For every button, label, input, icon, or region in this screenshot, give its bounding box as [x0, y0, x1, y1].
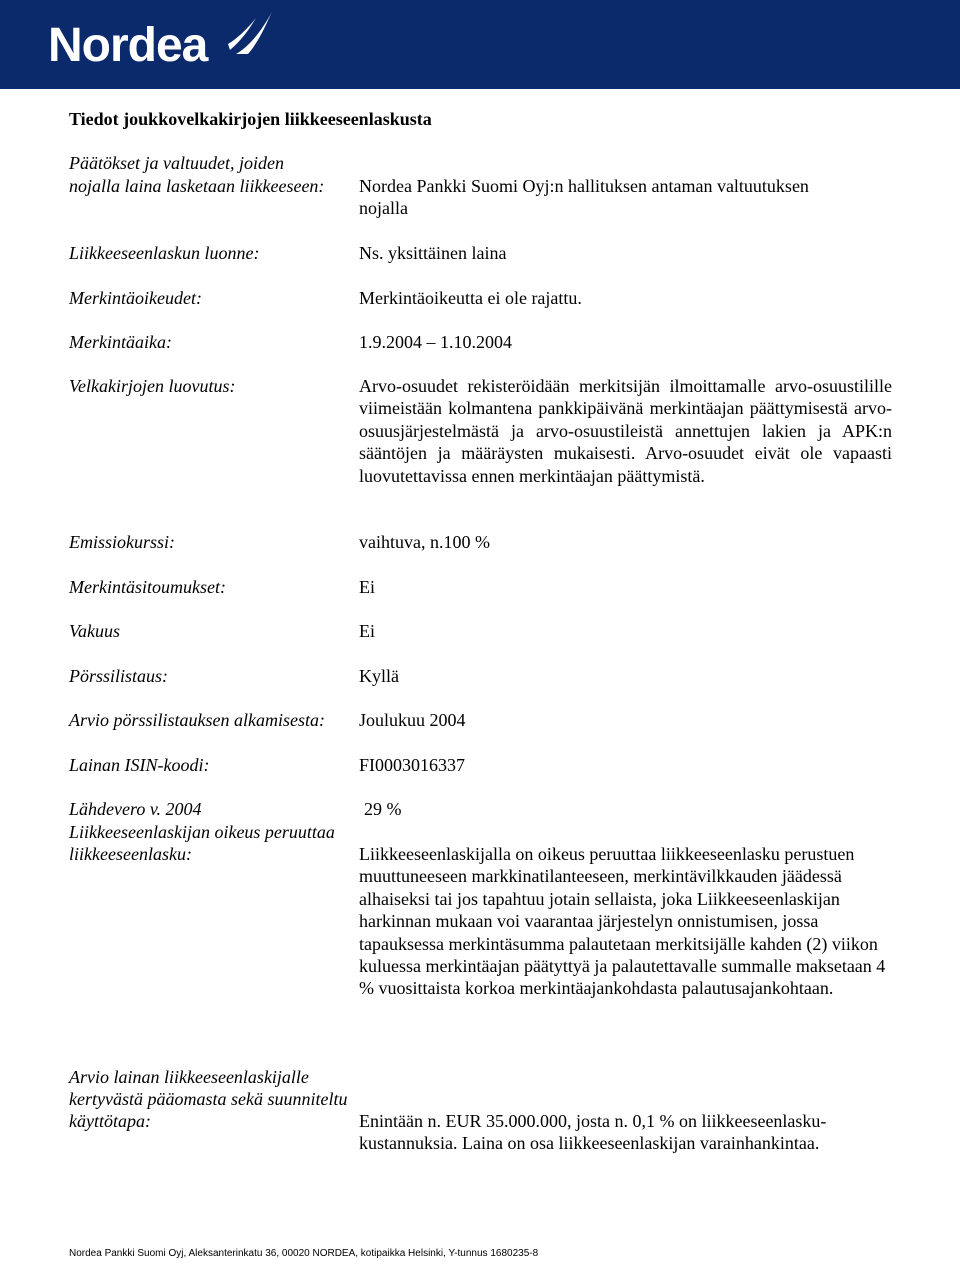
value-arvio-porssi: Joulukuu 2004 [359, 710, 466, 730]
label-emissiokurssi: Emissiokurssi: [69, 532, 176, 552]
label-paatokset-1: Päätökset ja valtuudet, joiden [69, 153, 284, 173]
value-kaytto-2: kustannuksia. Laina on osa liikkeeseenlaskijan varainhankintaa. [359, 1133, 820, 1153]
value-vakuus: Ei [359, 621, 375, 641]
value-emissiokurssi: vaihtuva, n.100 % [359, 532, 490, 552]
label-arvio-porssi: Arvio pörssilistauksen alkamisesta: [69, 710, 325, 730]
value-luonne: Ns. yksittäinen laina [359, 243, 507, 263]
value-sitoumukset: Ei [359, 577, 375, 597]
value-merkintaoikeudet: Merkintäoikeutta ei ole rajattu. [359, 288, 582, 308]
nordea-logo-text: Nordea [48, 19, 208, 72]
value-isin: FI0003016337 [359, 755, 466, 775]
label-lahdevero: Lähdevero v. 2004 [69, 799, 202, 819]
label-peruutus-2: liikkeeseenlasku: [69, 844, 192, 864]
value-porssilistaus: Kyllä [359, 666, 399, 686]
label-kaytto-2: kertyvästä pääomasta sekä suunniteltu [69, 1089, 348, 1109]
label-luovutus: Velkakirjojen luovutus: [69, 376, 236, 396]
value-peruutus: Liikkeeseenlaskijalla on oikeus peruuttaa liikkeeseenlasku perustuen muuttuneeseen markkinatilanteeseen, merkintävilkkauden jäädessä alhaiseksi tai jos tapahtuu jotain sellaista, joka Liikkeeseenlaskijan harkinnan mukaan voi vaarantaa järjestelyn onnistumisen, jossa tapauksessa merkintäsumma palautetaan merkitsijälle kahden (2) viikon kuluessa merkintäajan päätyttyä ja palautettavalle summalle maksetaan 4 % vuosittaista korkoa merkintäajankohdasta palautusajankohtaan. [359, 844, 886, 999]
nordea-sail-icon [226, 10, 274, 60]
label-merkintaaika: Merkintäaika: [69, 332, 172, 352]
label-sitoumukset: Merkintäsitoumukset: [69, 577, 226, 597]
label-kaytto-1: Arvio lainan liikkeeseenlaskijalle [69, 1067, 309, 1087]
label-luonne: Liikkeeseenlaskun luonne: [69, 243, 260, 263]
label-vakuus: Vakuus [69, 621, 120, 641]
value-lahdevero: 29 % [364, 799, 402, 819]
value-merkintaaika: 1.9.2004 – 1.10.2004 [359, 332, 512, 352]
label-merkintaoikeudet: Merkintäoikeudet: [69, 288, 202, 308]
label-peruutus-1: Liikkeeseenlaskijan oikeus peruuttaa [69, 822, 335, 842]
footer-address: Nordea Pankki Suomi Oyj, Aleksanterinkatu 36, 00020 NORDEA, kotipaikka Helsinki, Y-tunnus 1680235-8 [69, 1248, 539, 1259]
value-luovutus: Arvo-osuudet rekisteröidään merkitsijän ilmoittamalle arvo-osuustilille viimeistään kolmantena pankkipäivänä merkintäajan päättymisestä arvo-osuusjärjestelmästä ja arvo-osuustileistä annettujen lakien ja APK:n sääntöjen ja määräysten mukaisesti. Arvo-osuudet eivät ole vapaasti luovutettavissa ennen merkintäajan päättymistä. [359, 376, 892, 486]
page-title: Tiedot joukkovelkakirjojen liikkeeseenlaskusta [69, 109, 432, 129]
header-bar [0, 0, 960, 89]
label-kaytto-3: käyttötapa: [69, 1111, 151, 1131]
value-paatokset: Nordea Pankki Suomi Oyj:n hallituksen antaman valtuutuksen nojalla [359, 176, 809, 219]
label-paatokset-2: nojalla laina lasketaan liikkeeseen: [69, 176, 325, 196]
label-isin: Lainan ISIN-koodi: [69, 755, 210, 775]
value-kaytto-1: Enintään n. EUR 35.000.000, josta n. 0,1 % on liikkeeseenlasku- [359, 1111, 827, 1131]
label-porssilistaus: Pörssilistaus: [69, 666, 169, 686]
